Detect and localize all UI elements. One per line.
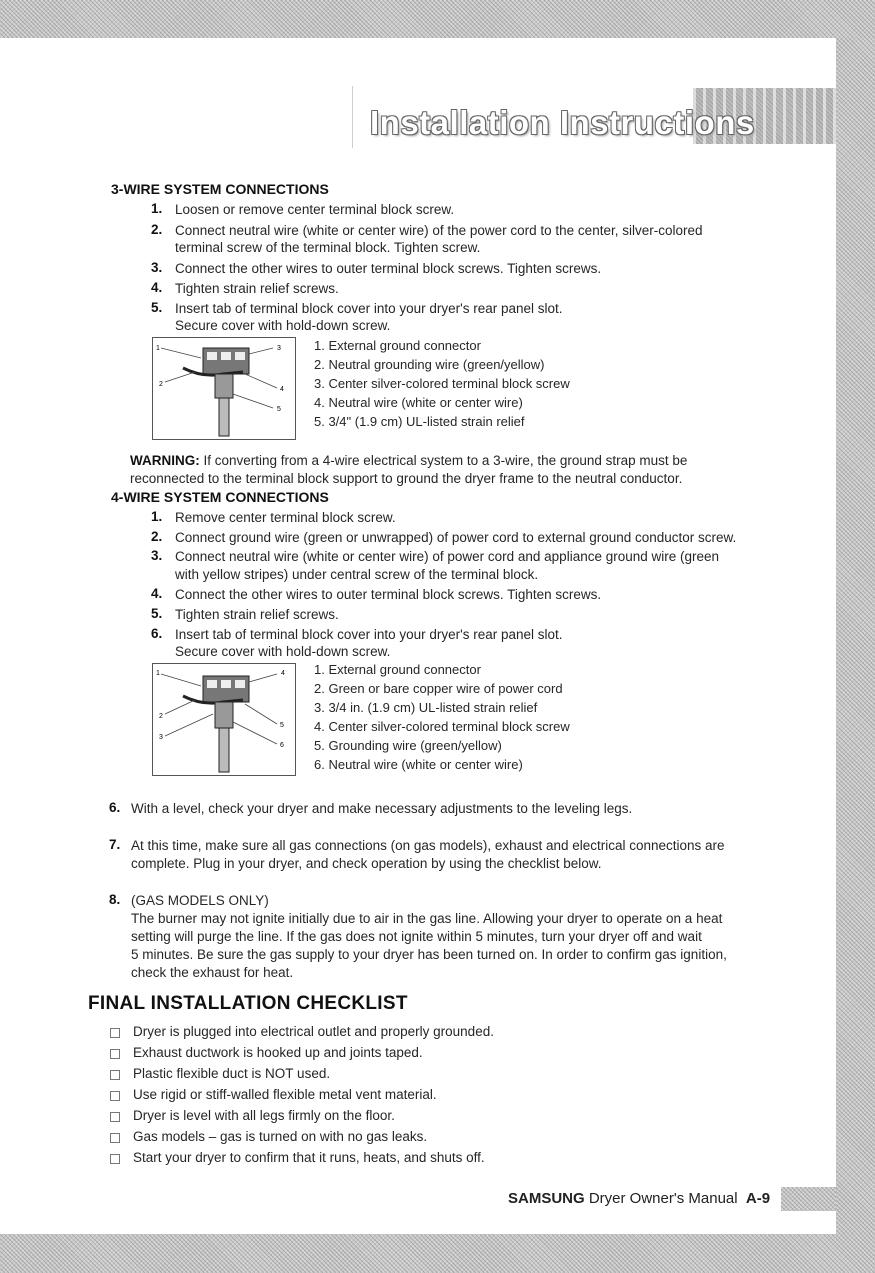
three-wire-step-number: 2. [151, 222, 163, 237]
checklist-item: Plastic flexible duct is NOT used. [133, 1066, 331, 1081]
four-wire-step-text: Connect ground wire (green or unwrapped) of power cord to external ground conductor screw. [175, 530, 737, 545]
four-wire-step-text: with yellow stripes) under central screw of the terminal block. [175, 567, 539, 582]
callout-4: 4 [280, 386, 284, 393]
bottom-border-band [0, 1234, 875, 1273]
footer-text: Dryer Owner's Manual [584, 1190, 746, 1207]
three-wire-legend-item: 3. Center silver-colored terminal block screw [314, 376, 570, 391]
checklist-heading: FINAL INSTALLATION CHECKLIST [88, 993, 408, 1014]
checklist-checkbox[interactable] [110, 1112, 120, 1122]
four-wire-step-number: 3. [151, 548, 163, 563]
four-wire-legend-item: 1. External ground connector [314, 662, 481, 677]
four-wire-step-number: 2. [151, 529, 163, 544]
footer-decoration [781, 1187, 836, 1211]
four-wire-step-text: Insert tab of terminal block cover into your dryer's rear panel slot. [175, 627, 563, 642]
checklist-checkbox[interactable] [110, 1133, 120, 1143]
warning-line-1 [130, 452, 687, 469]
three-wire-step-text: Tighten strain relief screws. [175, 281, 339, 296]
checklist-item: Dryer is plugged into electrical outlet and properly grounded. [133, 1024, 494, 1039]
callout-6: 6 [280, 742, 284, 749]
three-wire-step-text: Connect the other wires to outer terminal block screws. Tighten screws. [175, 261, 602, 276]
three-wire-diagram [152, 337, 296, 440]
four-wire-legend-item: 2. Green or bare copper wire of power cord [314, 681, 563, 696]
main-step-number: 7. [109, 837, 121, 852]
four-wire-legend-item: 5. Grounding wire (green/yellow) [314, 738, 502, 753]
callout-1: 1 [156, 670, 160, 677]
three-wire-legend-item: 2. Neutral grounding wire (green/yellow) [314, 357, 545, 372]
callout-2: 2 [159, 713, 163, 720]
callout-3: 3 [159, 734, 163, 741]
checklist-item: Start your dryer to confirm that it runs, heats, and shuts off. [133, 1150, 485, 1165]
three-wire-step-text: terminal screw of the terminal block. Tighten screw. [175, 240, 481, 255]
three-wire-legend-item: 5. 3/4" (1.9 cm) UL-listed strain relief [314, 414, 525, 429]
four-wire-step-text: Tighten strain relief screws. [175, 607, 339, 622]
main-step-number: 8. [109, 892, 121, 907]
four-wire-heading: 4-WIRE SYSTEM CONNECTIONS [111, 489, 329, 505]
main-step-text: check the exhaust for heat. [131, 965, 294, 980]
checklist-item: Gas models – gas is turned on with no gas leaks. [133, 1129, 428, 1144]
four-wire-step-number: 6. [151, 626, 163, 641]
brand-name: SAMSUNG [508, 1190, 585, 1207]
callout-2: 2 [159, 381, 163, 388]
header-divider [352, 86, 353, 148]
callout-1: 1 [156, 345, 160, 352]
main-step-text: At this time, make sure all gas connections (on gas models), exhaust and electrical connections are [131, 838, 725, 853]
main-step-number: 6. [109, 800, 121, 815]
checklist-item: Use rigid or stiff-walled flexible metal vent material. [133, 1087, 437, 1102]
right-border-band [836, 38, 875, 1273]
warning-label: WARNING: [130, 453, 200, 468]
three-wire-step-text: Loosen or remove center terminal block screw. [175, 202, 455, 217]
four-wire-legend-item: 3. 3/4 in. (1.9 cm) UL-listed strain relief [314, 700, 538, 715]
four-wire-step-text: Connect neutral wire (white or center wire) of power cord and appliance ground wire (green [175, 549, 720, 564]
page-number: A-9 [745, 1190, 771, 1207]
three-wire-step-text: Secure cover with hold-down screw. [175, 318, 391, 333]
checklist-checkbox[interactable] [110, 1028, 120, 1038]
top-border-band [0, 0, 875, 38]
checklist-checkbox[interactable] [110, 1070, 120, 1080]
three-wire-heading: 3-WIRE SYSTEM CONNECTIONS [111, 181, 329, 197]
three-wire-legend-item: 1. External ground connector [314, 338, 481, 353]
callout-5: 5 [280, 722, 284, 729]
callout-3: 3 [277, 345, 281, 352]
callout-5: 5 [277, 406, 281, 413]
main-step-text: (GAS MODELS ONLY) [131, 893, 269, 908]
four-wire-step-number: 5. [151, 606, 163, 621]
three-wire-step-number: 4. [151, 280, 163, 295]
checklist-checkbox[interactable] [110, 1091, 120, 1101]
main-step-text: setting will purge the line. If the gas does not ignite within 5 minutes, turn your dryer off and wait [131, 929, 702, 944]
four-wire-legend-item: 4. Center silver-colored terminal block screw [314, 719, 570, 734]
checklist-checkbox[interactable] [110, 1154, 120, 1164]
checklist-item: Dryer is level with all legs firmly on the floor. [133, 1108, 395, 1123]
three-wire-legend-item: 4. Neutral wire (white or center wire) [314, 395, 523, 410]
page-title: Installation Instructions [370, 104, 755, 141]
three-wire-step-text: Insert tab of terminal block cover into your dryer's rear panel slot. [175, 301, 563, 316]
four-wire-legend-item: 6. Neutral wire (white or center wire) [314, 757, 523, 772]
warning-line-2: reconnected to the terminal block support to ground the dryer frame to the neutral conductor. [130, 471, 683, 486]
main-step-text: With a level, check your dryer and make necessary adjustments to the leveling legs. [131, 801, 633, 816]
three-wire-step-number: 5. [151, 300, 163, 315]
three-wire-step-text: Connect neutral wire (white or center wire) of the power cord to the center, silver-colored [175, 223, 703, 238]
four-wire-step-text: Remove center terminal block screw. [175, 510, 396, 525]
main-step-text: The burner may not ignite initially due to air in the gas line. Allowing your dryer to operate on a heat [131, 911, 723, 926]
checklist-checkbox[interactable] [110, 1049, 120, 1059]
page-footer [508, 1190, 770, 1207]
warning-text: If converting from a 4-wire electrical system to a 3-wire, the ground strap must be [199, 453, 688, 468]
three-wire-step-number: 3. [151, 260, 163, 275]
three-wire-step-number: 1. [151, 201, 163, 216]
four-wire-diagram [152, 663, 296, 776]
checklist-item: Exhaust ductwork is hooked up and joints taped. [133, 1045, 423, 1060]
main-step-text: complete. Plug in your dryer, and check operation by using the checklist below. [131, 856, 602, 871]
four-wire-step-text: Secure cover with hold-down screw. [175, 644, 391, 659]
four-wire-step-number: 1. [151, 509, 163, 524]
callout-4: 4 [281, 670, 285, 677]
four-wire-step-text: Connect the other wires to outer terminal block screws. Tighten screws. [175, 587, 602, 602]
four-wire-step-number: 4. [151, 586, 163, 601]
main-step-text: 5 minutes. Be sure the gas supply to your dryer has been turned on. In order to confirm gas ignition, [131, 947, 727, 962]
